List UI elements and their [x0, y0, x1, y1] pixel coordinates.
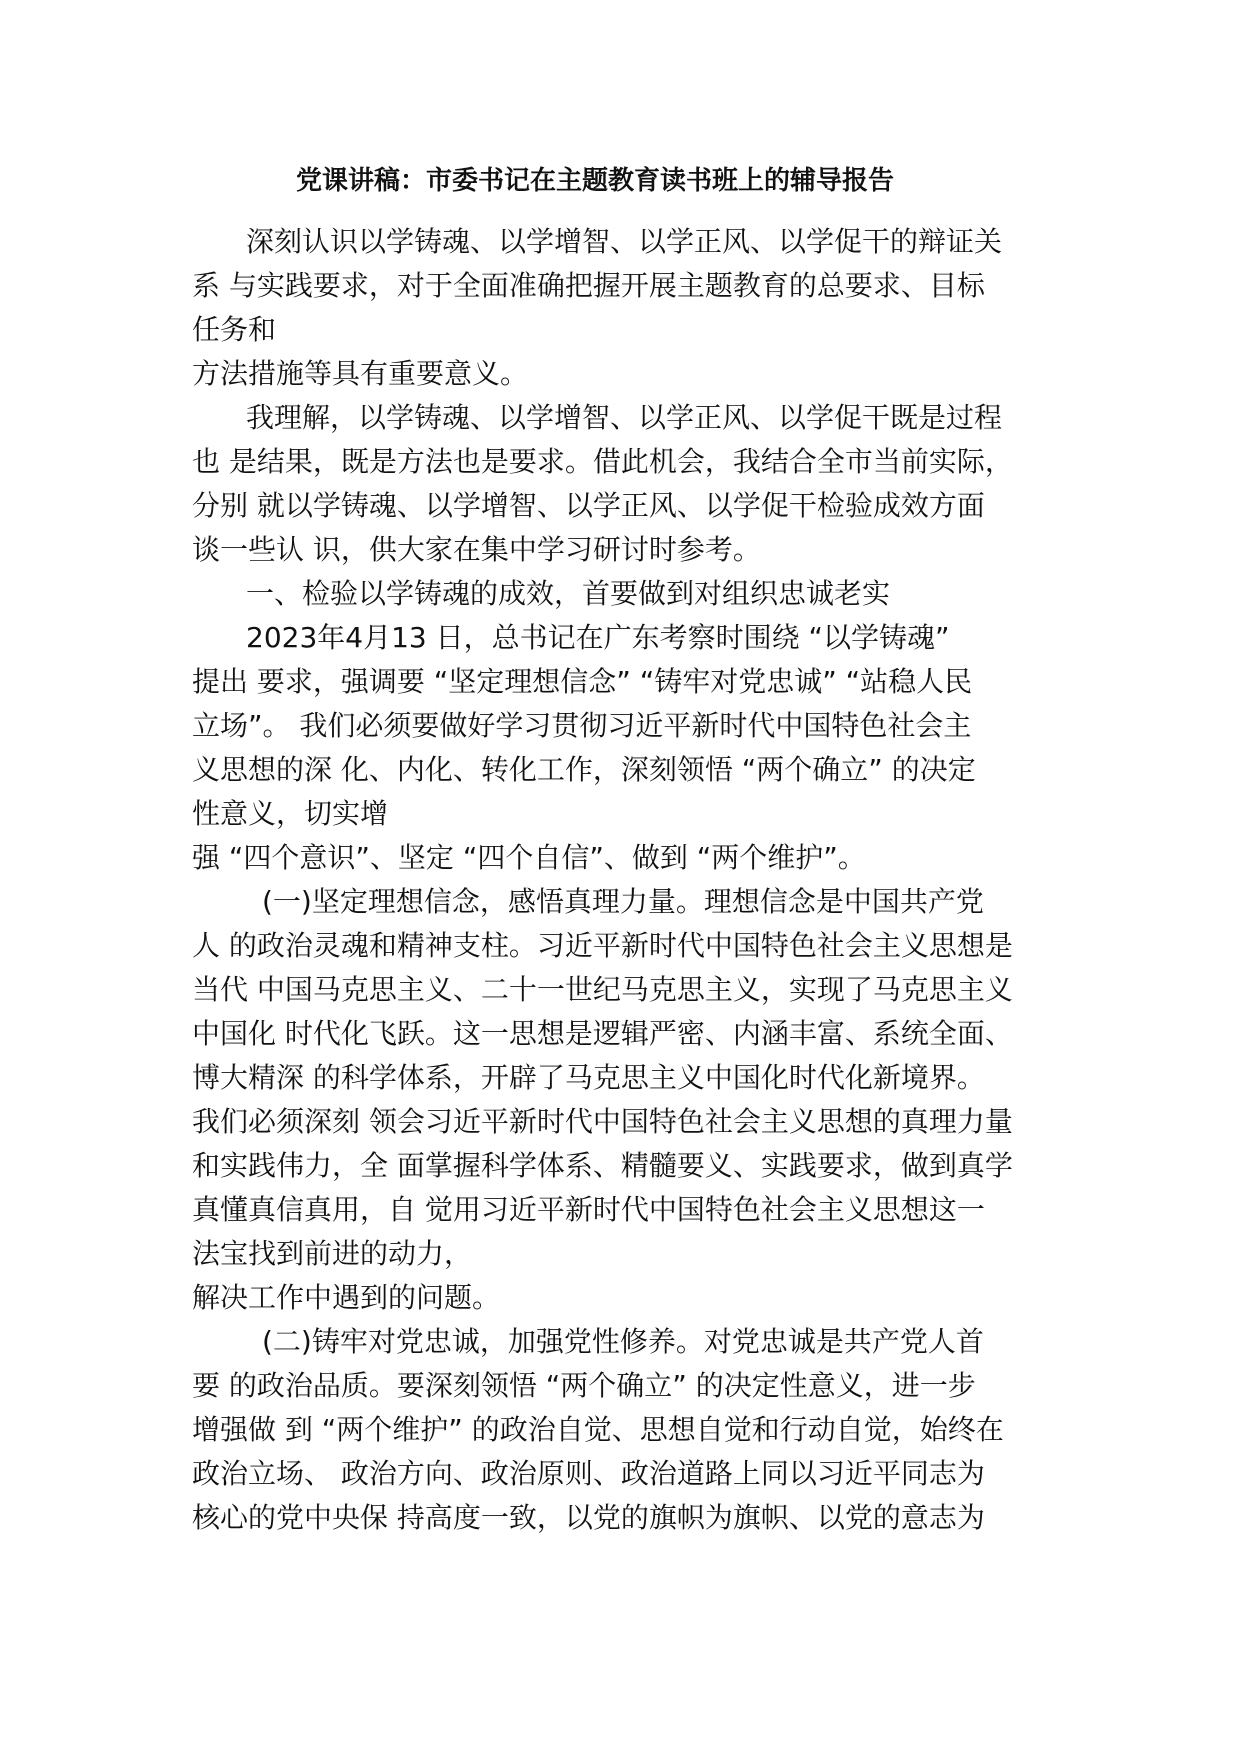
text-line: 强 “四个意识”、坚定 “四个自信”、做到 “两个维护”。 — [192, 841, 866, 874]
text-line: 核心的党中央保 持高度一致，以党的旗帜为旗帜、以党的意志为 — [192, 1501, 985, 1534]
text-line: 性意义，切实增 — [192, 797, 389, 830]
section-heading: 一、检验以学铸魂的成效，首要做到对组织忠诚老实 — [246, 577, 891, 610]
text-line: 和实践伟力，全 面掌握科学体系、精髓要义、实践要求，做到真学 — [192, 1149, 1013, 1182]
text-line: 系 与实践要求，对于全面准确把握开展主题教育的总要求、目标 — [192, 269, 985, 302]
text-line: 也 是结果，既是方法也是要求。借此机会，我结合全市当前实际， — [192, 445, 1013, 478]
text-line: 深刻认识以学铸魂、以学增智、以学正风、以学促干的辩证关 — [246, 225, 1003, 258]
text-line: 真懂真信真用，自 觉用习近平新时代中国特色社会主义思想这一 — [192, 1193, 985, 1226]
text-line: 增强做 到 “两个维护” 的政治自觉、思想自觉和行动自觉，始终在 — [192, 1413, 1004, 1446]
text-line: 人 的政治灵魂和精神支柱。习近平新时代中国特色社会主义思想是 — [192, 929, 1013, 962]
text-line: 博大精深 的科学体系，开辟了马克思主义中国化时代化新境界。 — [192, 1061, 985, 1094]
text-line: 要 的政治品质。要深刻领悟 “两个确立” 的决定性意义，进一步 — [192, 1369, 976, 1402]
text-line: 方法措施等具有重要意义。 — [192, 357, 529, 390]
text-line: 提出 要求，强调要 “坚定理想信念” “铸牢对党忠诚” “站稳人民 — [192, 665, 973, 698]
text-line: 分别 就以学铸魂、以学增智、以学正风、以学促干检验成效方面 — [192, 489, 985, 522]
text-line: 任务和 — [192, 313, 277, 346]
text-line: 解决工作中遇到的问题。 — [192, 1281, 501, 1314]
subsection-paragraph-start: (二)铸牢对党忠诚，加强党性修养。对党忠诚是共产党人首 — [262, 1325, 984, 1358]
subsection-paragraph-start: (一)坚定理想信念，感悟真理力量。理想信念是中国共产党 — [262, 885, 984, 918]
text-line: 2023年4月13 日，总书记在广东考察时围绕 “以学铸魂” — [246, 621, 950, 654]
text-line: 我们必须深刻 领会习近平新时代中国特色社会主义思想的真理力量 — [192, 1105, 1013, 1138]
text-line: 政治立场、 政治方向、政治原则、政治道路上同以习近平同志为 — [192, 1457, 985, 1490]
text-line: 当代 中国马克思主义、二十一世纪马克思主义，实现了马克思主义 — [192, 973, 1013, 1006]
text-line: 谈一些认 识，供大家在集中学习研讨时参考。 — [192, 533, 761, 566]
text-line: 义思想的深 化、内化、转化工作，深刻领悟 “两个确立” 的决定 — [192, 753, 976, 786]
text-line: 法宝找到前进的动力， — [192, 1237, 473, 1270]
document-title: 党课讲稿：市委书记在主题教育读书班上的辅导报告 — [295, 166, 894, 196]
text-line: 中国化 时代化飞跃。这一思想是逻辑严密、内涵丰富、系统全面、 — [192, 1017, 1013, 1050]
text-line: 我理解，以学铸魂、以学增智、以学正风、以学促干既是过程 — [246, 401, 1003, 434]
text-line: 立场”。 我们必须要做好学习贯彻习近平新时代中国特色社会主 — [192, 709, 972, 742]
